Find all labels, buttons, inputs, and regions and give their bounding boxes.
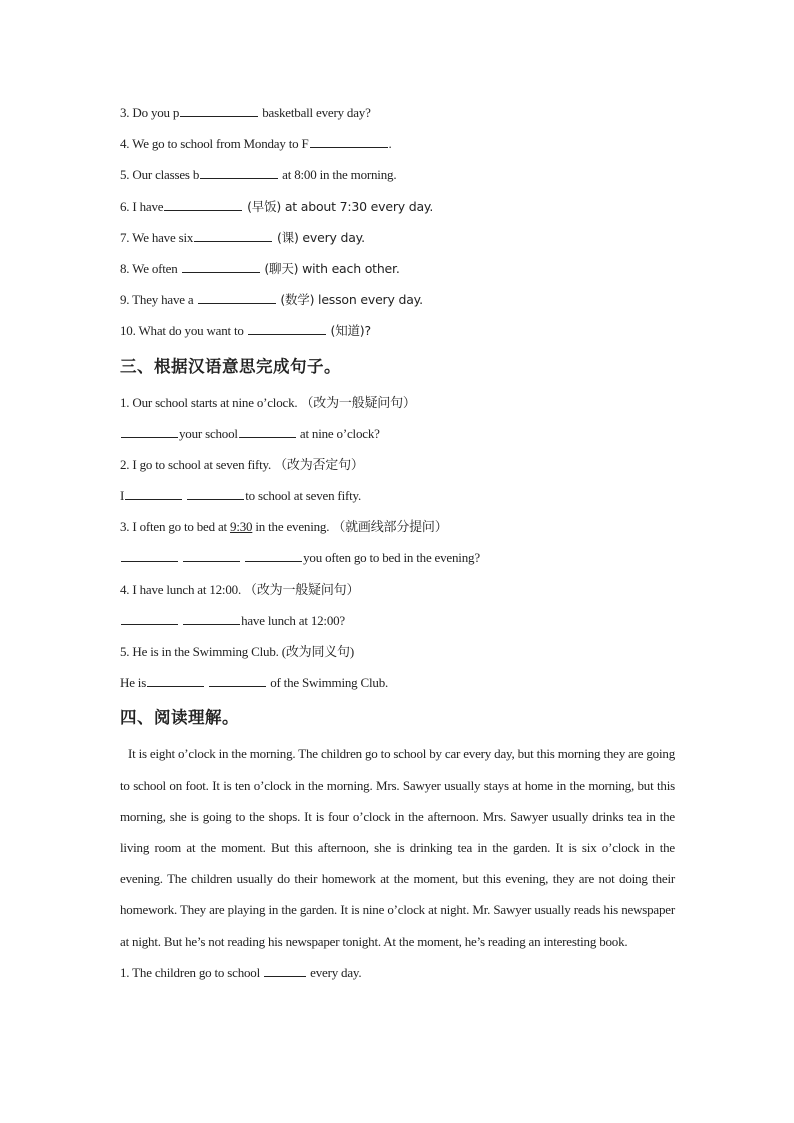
list-item [120, 191, 675, 222]
answer-blank[interactable] [310, 146, 388, 148]
question-text: (早饭) at about 7:30 every day. [243, 198, 434, 214]
part2-list [120, 97, 675, 347]
answer-blank[interactable] [182, 271, 260, 273]
list-item [120, 128, 675, 159]
answer-blank[interactable] [187, 498, 244, 500]
question-text: . [388, 136, 392, 152]
answer-blank[interactable] [198, 302, 276, 304]
answer-blank[interactable] [147, 685, 204, 687]
question-text: at 8:00 in the morning. [279, 167, 397, 183]
underlined-phrase: 9:30 [230, 519, 253, 535]
answer-blank[interactable] [121, 560, 178, 562]
answer-blank[interactable] [183, 623, 240, 625]
question-text: 6. I have [120, 198, 164, 214]
question-text: 7. We have six [120, 229, 194, 245]
question-prompt: 5. He is in the Swimming Club. (改为同义句) [120, 644, 354, 659]
answer-line: have lunch at 12:00? [120, 605, 675, 636]
answer-blank[interactable] [264, 975, 306, 977]
answer-blank[interactable] [125, 498, 182, 500]
list-item [120, 284, 675, 315]
worksheet-page [120, 97, 675, 988]
question-text: (数学) lesson every day. [276, 292, 423, 308]
question-text: every day. [307, 964, 362, 980]
section-heading: 四、阅读理解。 [120, 708, 239, 728]
question-prompt: 1. Our school starts at nine o’clock. （改为一般疑问句） [120, 394, 416, 410]
answer-blank[interactable] [209, 685, 266, 687]
answer-blank[interactable] [164, 209, 242, 211]
list-item [120, 222, 675, 253]
question-text: (课) every day. [273, 229, 365, 245]
list-item [120, 253, 675, 284]
answer-blank[interactable] [248, 333, 326, 335]
answer-blank[interactable] [200, 177, 278, 179]
answer-line: you often go to bed in the evening? [120, 542, 675, 573]
list-item [120, 315, 675, 346]
reading-passage: It is eight o’clock in the morning. The children go to school by car every day, but this morning they are going to school on foot. It is ten o’clock in the morning. Mrs. Sawyer usually stays at home in the morning, but this morning, she is going to the shops. It is four o’clock in the afternoon. Mrs. Sawyer usually drinks tea in the living room at the moment. But this afternoon, she is drinking tea in the garden. It is six o’clock in the evening. The children usually do their homework at the moment, but this evening, they are not doing their homework. They are playing in the garden. It is nine o’clock at night. Mr. Sawyer usually reads his newspaper at night. But he’s not reading his newspaper tonight. At the moment, he’s reading an interesting book. [120, 746, 675, 949]
answer-blank[interactable] [183, 560, 240, 562]
answer-blank[interactable] [245, 560, 302, 562]
question-text: (知道)? [326, 323, 371, 339]
answer-blank[interactable] [194, 240, 272, 242]
question-text: 4. We go to school from Monday to F [120, 136, 309, 152]
question-prompt: 3. I often go to bed at 9:30 in the evening. （就画线部分提问） [120, 519, 448, 535]
question-text: (聊天) with each other. [260, 260, 400, 276]
question-text: 5. Our classes b [120, 167, 200, 183]
question-prompt: 2. I go to school at seven fifty. （改为否定句） [120, 456, 364, 472]
question-text: 8. We often [120, 260, 181, 276]
answer-blank[interactable] [121, 623, 178, 625]
answer-blank[interactable] [121, 436, 178, 438]
question-text: basketball every day? [259, 105, 371, 120]
answer-line: I to school at seven fifty. [120, 488, 362, 504]
question-text: 9. They have a [120, 292, 197, 308]
question-text: 1. The children go to school [120, 964, 264, 980]
answer-blank[interactable] [180, 115, 258, 117]
question-text: 10. What do you want to [120, 323, 247, 339]
question-text: 3. Do you p [120, 105, 180, 120]
list-item [120, 97, 675, 128]
answer-blank[interactable] [239, 436, 296, 438]
list-item [120, 159, 675, 190]
list-item [120, 957, 675, 988]
answer-line: He is of the Swimming Club. [120, 675, 389, 691]
question-prompt: 4. I have lunch at 12:00. （改为一般疑问句） [120, 581, 360, 597]
section-heading: 三、根据汉语意思完成句子。 [120, 356, 341, 376]
answer-line: your school at nine o’clock? [120, 418, 675, 449]
